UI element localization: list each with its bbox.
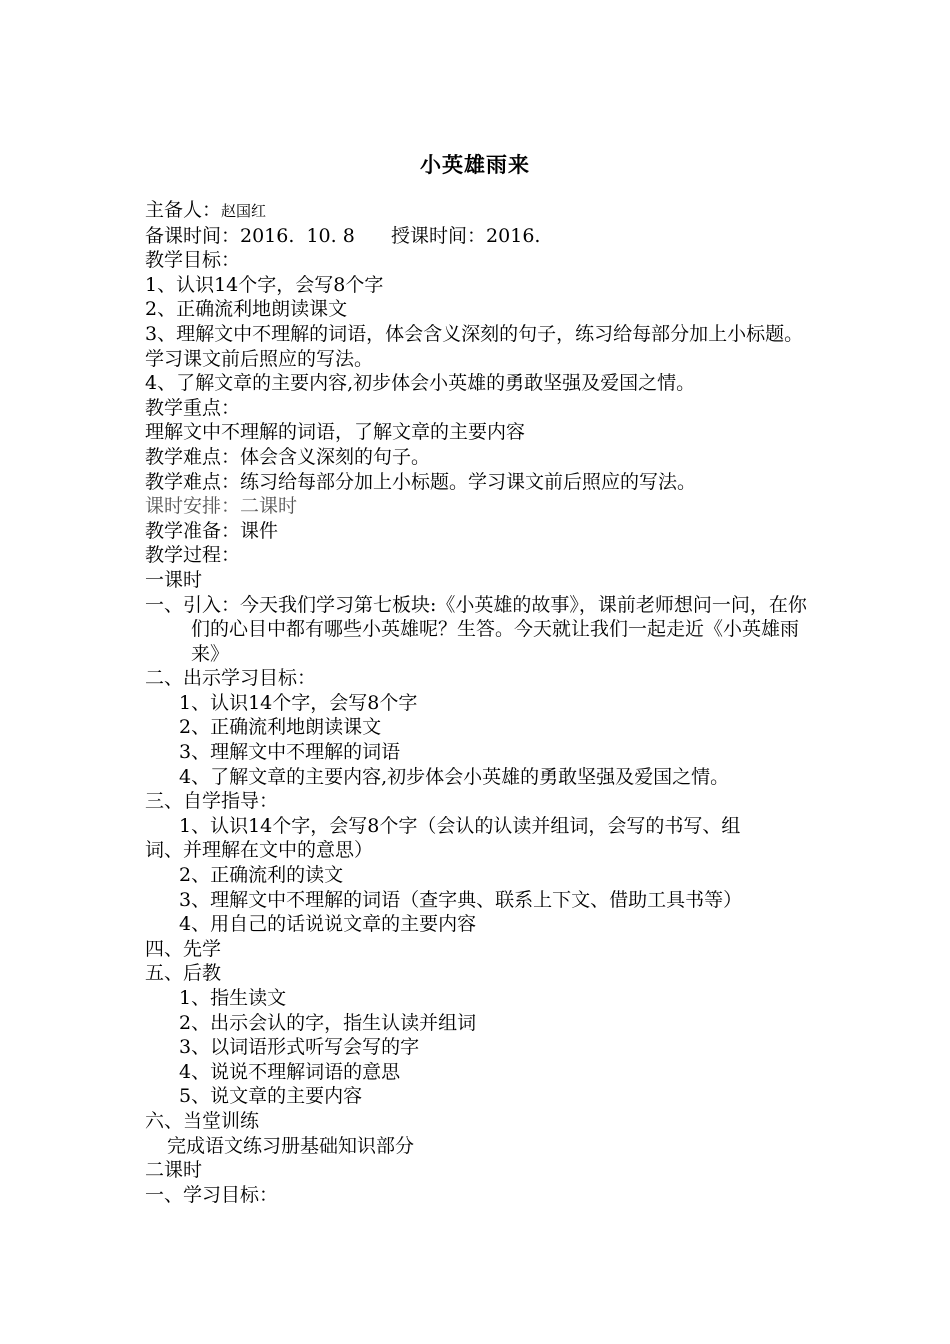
section-2-item: 2、正确流利地朗读课文 (179, 716, 382, 739)
section-3-item-continued: 词、并理解在文中的意思） (145, 839, 374, 862)
section-6-text: 完成语文练习册基础知识部分 (167, 1134, 415, 1157)
difficulty-2: 教学难点：练习给每部分加上小标题。学习课文前后照应的写法。 (145, 470, 697, 493)
objectives-heading: 教学目标： (145, 249, 241, 272)
process-heading: 教学过程： (145, 544, 241, 567)
section-6-heading: 六、当堂训练 (145, 1109, 260, 1132)
objective-item: 2、正确流利地朗读课文 (145, 298, 348, 321)
key-points-text: 理解文中不理解的词语，了解文章的主要内容 (145, 421, 526, 444)
section-5-item: 3、以词语形式听写会写的字 (179, 1036, 420, 1059)
section-3-item: 2、正确流利的读文 (179, 864, 344, 887)
objective-item: 1、认识14个字，会写8个字 (145, 273, 384, 296)
schedule: 课时安排：二课时 (145, 495, 298, 518)
lesson-1-heading: 一课时 (145, 568, 203, 591)
section-5-item: 5、说文章的主要内容 (179, 1085, 363, 1108)
document-body (145, 198, 810, 1207)
prep-time-line: 备课时间：2016. 10. 8 授课时间：2016. (145, 224, 541, 247)
teaching-materials: 教学准备：课件 (145, 519, 279, 542)
objective-item: 4、了解文章的主要内容,初步体会小英雄的勇敢坚强及爱国之情。 (145, 372, 696, 395)
preparer-label: 主备人： (145, 199, 222, 221)
section-2-heading: 二、出示学习目标： (145, 667, 317, 690)
section-5-heading: 五、后教 (145, 962, 222, 985)
section-2-item: 1、认识14个字，会写8个字 (179, 691, 418, 714)
section-2-item: 4、了解文章的主要内容,初步体会小英雄的勇敢坚强及爱国之情。 (179, 765, 730, 788)
lesson-2-heading: 二课时 (145, 1159, 203, 1182)
section-5-item: 1、指生读文 (179, 987, 287, 1009)
section-2-item: 3、理解文中不理解的词语 (179, 741, 401, 764)
section-3-item: 4、用自己的话说说文章的主要内容 (179, 913, 477, 936)
document-title: 小英雄雨来 (420, 152, 530, 177)
section-5-item: 2、出示会认的字，指生认读并组词 (179, 1011, 477, 1034)
objective-item: 3、理解文中不理解的词语，体会含义深刻的句子，练习给每部分加上小标题。学习课文前后照应的写法。 (145, 322, 804, 370)
section-4-heading: 四、先学 (145, 937, 222, 960)
section-3-item: 3、理解文中不理解的词语（查字典、联系上下文、借助工具书等） (179, 888, 743, 911)
section-3-item: 1、认识14个字，会写8个字（会认的认读并组词，会写的书写、组 (179, 814, 741, 837)
preparer-name: 赵国红 (221, 202, 267, 220)
intro-section: 一、引入：今天我们学习第七板块:《小英雄的故事》，课前老师想问一问，在你们的心目中都有哪些小英雄呢？生答。今天就让我们一起走近《小英雄雨来》 (145, 593, 807, 665)
difficulty-1: 教学难点：体会含义深刻的句子。 (145, 445, 431, 468)
section-3-heading: 三、自学指导： (145, 790, 279, 813)
lesson-2-section-1: 一、学习目标： (145, 1183, 279, 1206)
section-5-item: 4、说说不理解词语的意思 (179, 1060, 401, 1083)
key-points-heading: 教学重点： (145, 396, 241, 419)
preparer-line (145, 198, 810, 224)
